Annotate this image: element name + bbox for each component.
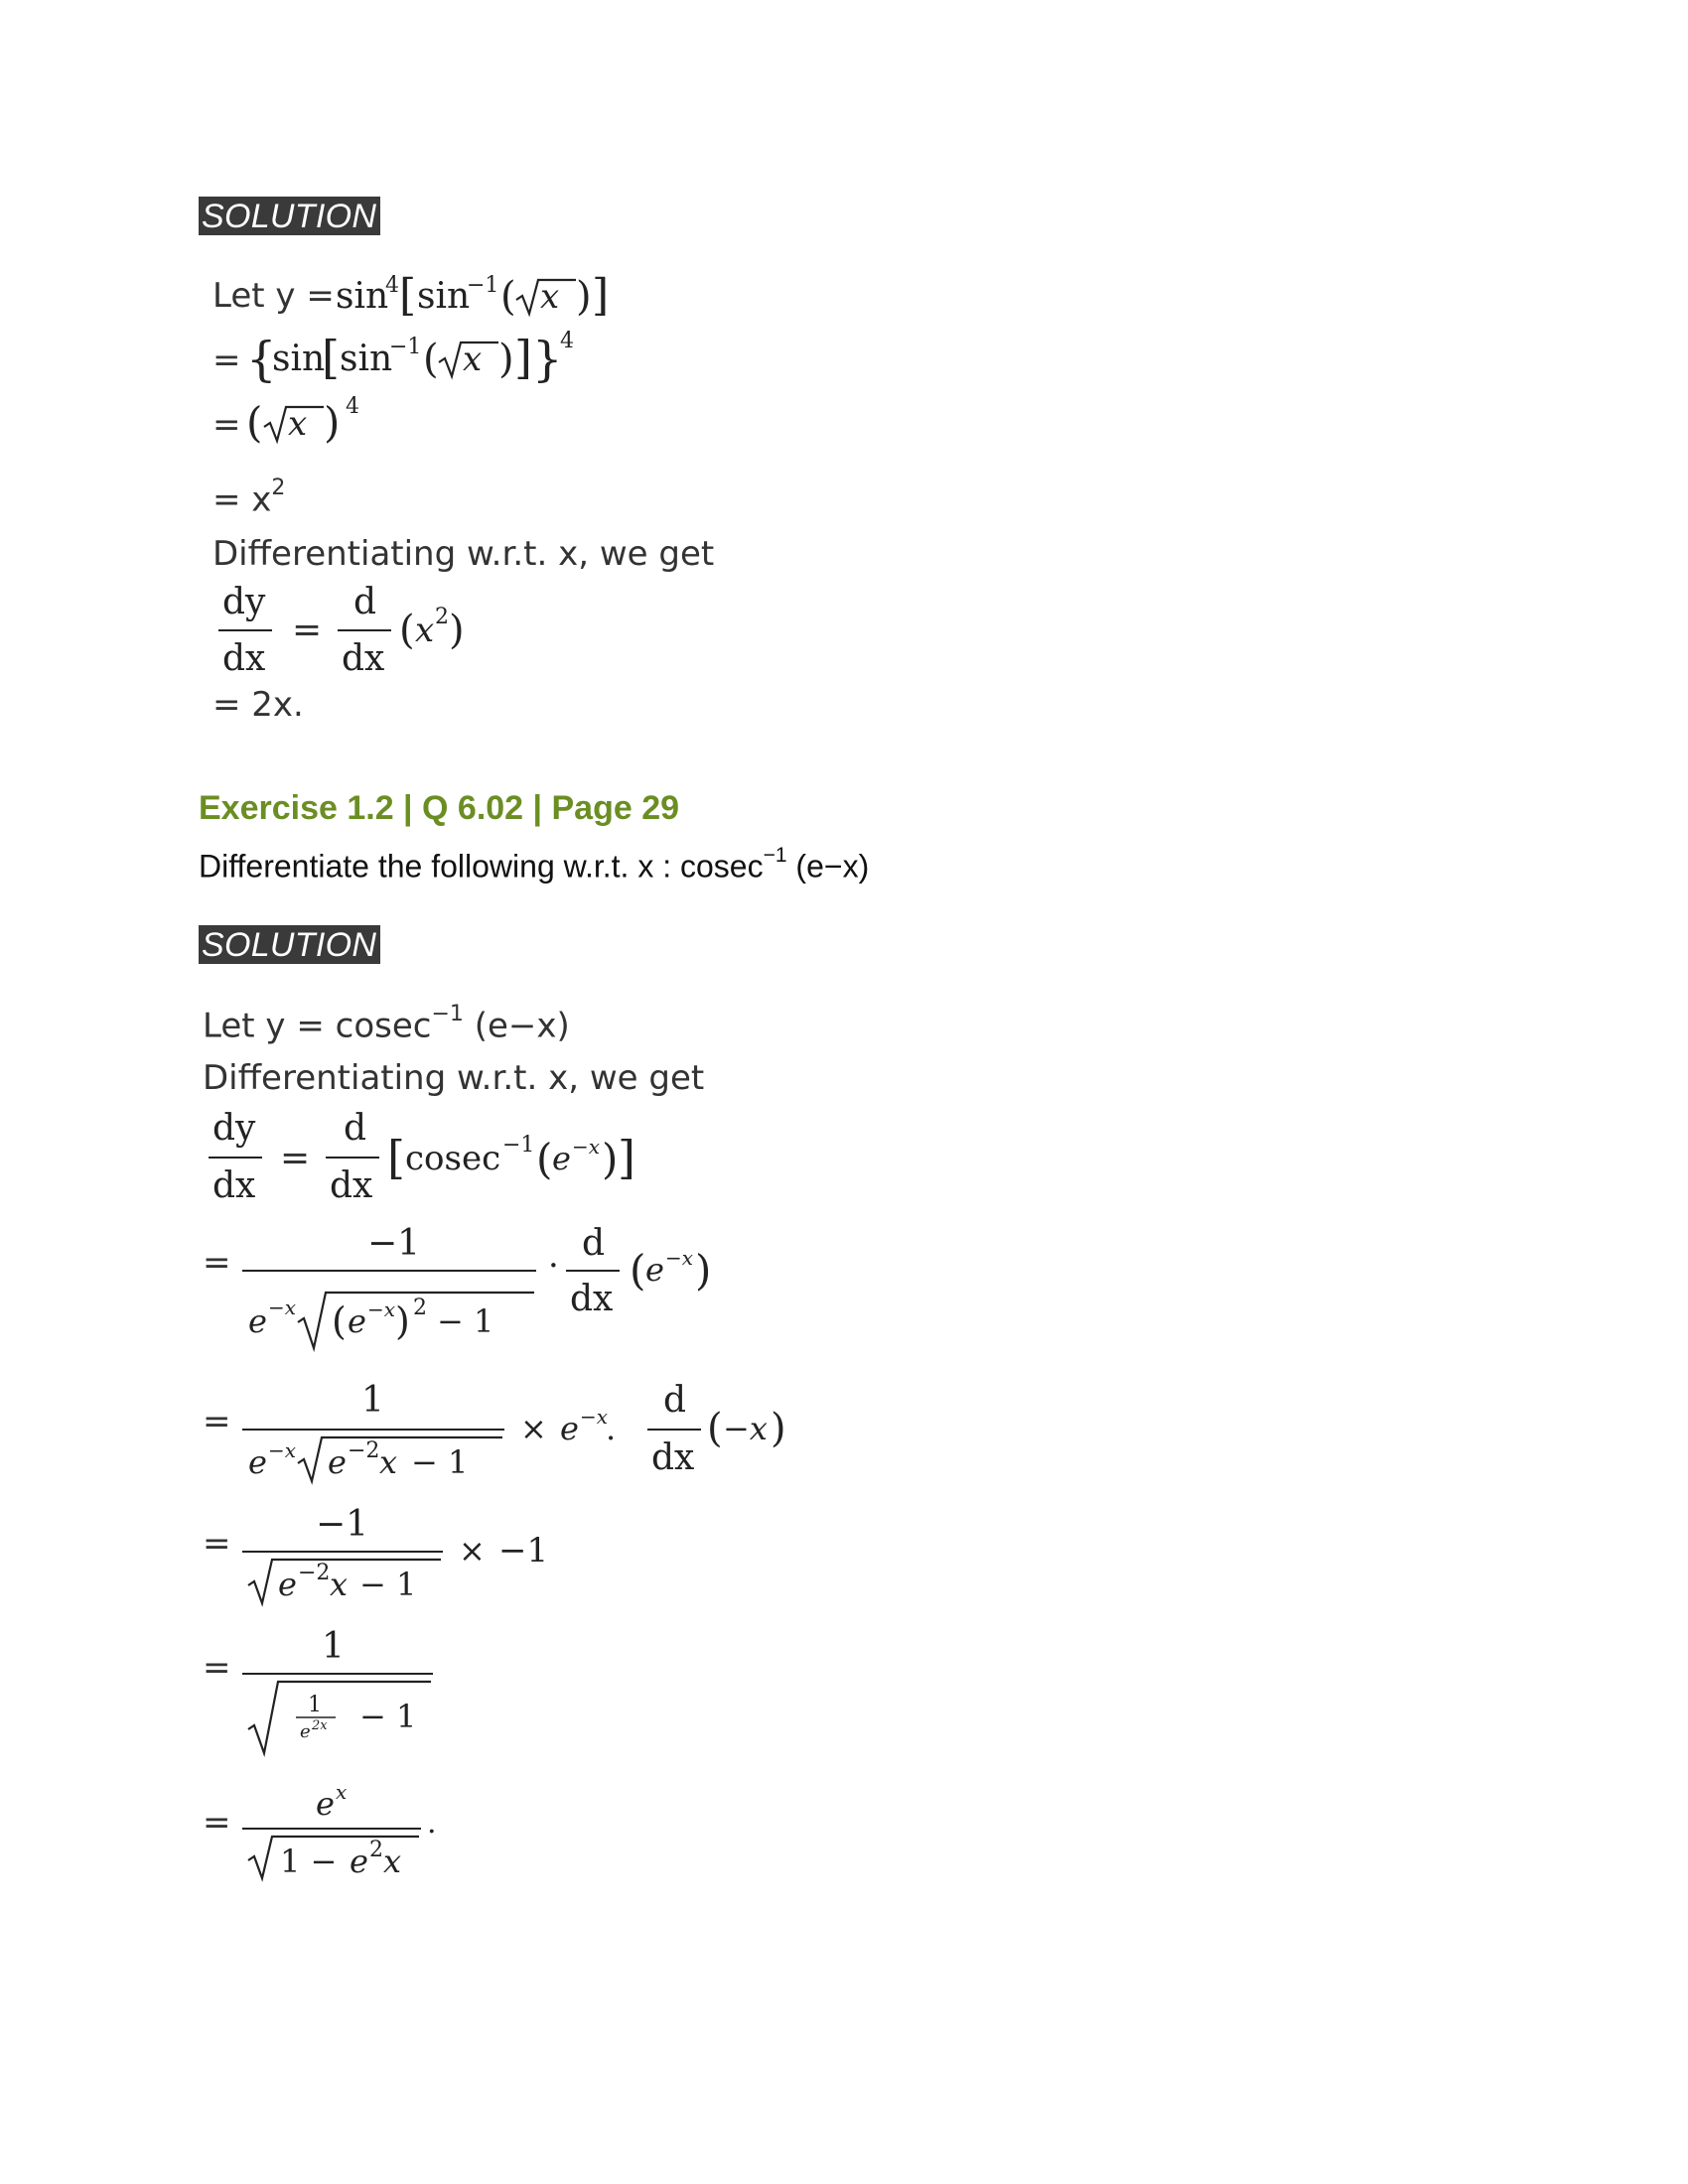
svg-text:−x: −x	[580, 1405, 609, 1429]
math-line-3	[242, 389, 381, 453]
differentiating-text-2: Differentiating w.r.t. x, we get	[203, 1058, 705, 1098]
svg-text:dx: dx	[222, 638, 266, 679]
svg-text:cosec: cosec	[405, 1139, 501, 1178]
svg-text:x: x	[330, 1566, 349, 1603]
svg-text:): )	[395, 1299, 410, 1343]
x-squared-exponent: 2	[271, 476, 286, 500]
svg-text:d: d	[353, 582, 377, 622]
svg-text:dx: dx	[212, 1165, 256, 1206]
svg-text:sin: sin	[340, 339, 393, 379]
svg-text:): )	[449, 608, 465, 653]
question-prefix: Differentiate the following w.r.t. x : cosec	[199, 848, 764, 885]
result-2x: = 2x.	[212, 685, 304, 725]
svg-text:1: 1	[322, 1626, 345, 1667]
svg-text:]: ]	[618, 1131, 635, 1184]
svg-text:−2: −2	[348, 1438, 380, 1463]
svg-text:−x: −x	[268, 1296, 297, 1319]
svg-text:−1: −1	[389, 335, 422, 359]
svg-text:): )	[576, 274, 592, 320]
svg-text:×: ×	[459, 1532, 486, 1570]
step-5	[238, 1777, 457, 1886]
derivative-line-2	[203, 1102, 679, 1211]
svg-text:e: e	[645, 1251, 664, 1289]
svg-text:]: ]	[592, 270, 610, 321]
svg-text:(: (	[423, 337, 439, 382]
svg-text:e: e	[348, 1302, 366, 1340]
svg-text:.: .	[606, 1410, 617, 1447]
svg-text:dx: dx	[342, 638, 385, 679]
math-line-2	[242, 326, 610, 395]
svg-text:−1: −1	[498, 1531, 549, 1570]
svg-text:dx: dx	[330, 1165, 373, 1206]
svg-text:·: ·	[548, 1246, 559, 1286]
step-1	[238, 1211, 735, 1370]
derivative-line-1	[212, 576, 491, 685]
svg-text:1 −: 1 −	[280, 1843, 338, 1880]
svg-text:dx: dx	[570, 1279, 614, 1319]
svg-text:(: (	[332, 1299, 347, 1343]
svg-text:dy: dy	[212, 1108, 256, 1149]
svg-text:): )	[695, 1246, 712, 1295]
svg-text:x: x	[463, 340, 483, 379]
svg-text:(: (	[246, 398, 263, 447]
svg-text:): )	[602, 1135, 619, 1183]
svg-text:[: [	[322, 331, 340, 384]
solution-badge: SOLUTION	[199, 197, 380, 235]
svg-text:): )	[771, 1406, 786, 1451]
svg-text:−1: −1	[467, 273, 499, 298]
svg-text:2: 2	[413, 1296, 427, 1320]
svg-text:e: e	[350, 1843, 368, 1880]
eq-sign-step-3: =	[203, 1524, 231, 1564]
svg-text:4: 4	[560, 329, 574, 353]
svg-text:e: e	[248, 1302, 267, 1340]
svg-text:[: [	[399, 270, 417, 321]
eq-sign-step-4: =	[203, 1648, 231, 1688]
svg-text:dx: dx	[651, 1437, 695, 1478]
question-suffix: (e−x)	[786, 848, 870, 885]
x-squared-base: = x	[212, 479, 272, 520]
svg-text:− 1: − 1	[359, 1566, 417, 1603]
step-4	[238, 1618, 457, 1757]
exercise-heading: Exercise 1.2 | Q 6.02 | Page 29	[199, 789, 680, 827]
svg-text:d: d	[344, 1108, 367, 1149]
math-line-1	[328, 268, 665, 328]
svg-text:d: d	[582, 1223, 606, 1264]
let-y-prefix: Let y =	[212, 276, 335, 316]
svg-text:d: d	[663, 1380, 687, 1421]
svg-text:e: e	[248, 1443, 267, 1481]
svg-text:− 1: − 1	[411, 1443, 469, 1481]
let-y-cosec-exponent: −1	[431, 1002, 464, 1026]
svg-text:−x: −x	[665, 1246, 694, 1270]
svg-text:]: ]	[514, 331, 532, 384]
svg-text:e: e	[560, 1410, 579, 1447]
svg-text:x: x	[336, 1780, 348, 1804]
svg-text:−x: −x	[268, 1438, 297, 1462]
svg-text:2: 2	[435, 605, 449, 629]
svg-text:2: 2	[369, 1838, 383, 1862]
svg-text:x: x	[415, 611, 435, 650]
svg-text:×: ×	[520, 1410, 547, 1447]
eq-sign-step-2: =	[203, 1402, 231, 1441]
svg-text:x: x	[379, 1443, 398, 1481]
svg-text:−x: −x	[723, 1410, 768, 1447]
svg-text:=: =	[280, 1138, 311, 1178]
svg-text:e: e	[278, 1566, 297, 1603]
question-text	[199, 844, 870, 886]
svg-text:(: (	[536, 1135, 553, 1183]
svg-text:− 1: − 1	[359, 1698, 417, 1735]
x-squared-line	[212, 473, 285, 519]
step-2	[238, 1370, 794, 1489]
svg-text:x: x	[540, 277, 560, 317]
svg-text:− 1: − 1	[437, 1302, 494, 1340]
question-exponent: −1	[763, 844, 787, 867]
svg-text:2x: 2x	[312, 1718, 328, 1733]
svg-text:.: .	[427, 1806, 437, 1841]
let-y-cosec-suffix: (e−x)	[463, 1006, 570, 1046]
let-y-cosec-prefix: Let y = cosec	[203, 1006, 432, 1046]
svg-text:sin: sin	[272, 339, 326, 379]
svg-text:}: }	[532, 332, 563, 387]
svg-text:x: x	[383, 1843, 402, 1880]
svg-text:−1: −1	[316, 1504, 369, 1545]
svg-text:): )	[498, 337, 514, 382]
svg-text:{: {	[246, 332, 277, 387]
eq-sign-step-5: =	[203, 1803, 231, 1843]
svg-text:sin: sin	[417, 276, 471, 317]
svg-text:(: (	[500, 274, 516, 320]
svg-text:1: 1	[361, 1380, 384, 1421]
svg-text:−x: −x	[572, 1135, 601, 1159]
eq-sign-line-2: =	[212, 341, 241, 380]
step-3	[238, 1494, 576, 1613]
eq-sign-step-1: =	[203, 1243, 231, 1283]
svg-text:e: e	[316, 1785, 335, 1823]
svg-text:−x: −x	[367, 1297, 396, 1321]
svg-text:x: x	[288, 404, 308, 444]
svg-text:dy: dy	[222, 582, 266, 622]
svg-text:4: 4	[385, 273, 399, 298]
svg-text:−2: −2	[298, 1561, 331, 1585]
svg-text:): )	[324, 398, 341, 447]
solution-badge-2: SOLUTION	[199, 925, 380, 964]
svg-text:−1: −1	[367, 1223, 421, 1264]
svg-text:e: e	[552, 1140, 571, 1177]
svg-text:4: 4	[346, 394, 359, 419]
svg-text:(: (	[399, 608, 415, 653]
svg-text:[: [	[387, 1131, 405, 1184]
svg-text:=: =	[292, 610, 323, 650]
let-y-cosec-line	[203, 999, 570, 1045]
svg-text:−1: −1	[502, 1133, 535, 1158]
svg-text:sin: sin	[336, 276, 389, 317]
svg-text:e: e	[328, 1443, 347, 1481]
svg-text:(: (	[707, 1406, 723, 1451]
eq-sign-line-3: =	[212, 405, 241, 445]
svg-text:e: e	[300, 1721, 311, 1742]
svg-text:(: (	[630, 1246, 646, 1295]
differentiating-text-1: Differentiating w.r.t. x, we get	[212, 534, 715, 574]
svg-text:1: 1	[308, 1693, 322, 1717]
